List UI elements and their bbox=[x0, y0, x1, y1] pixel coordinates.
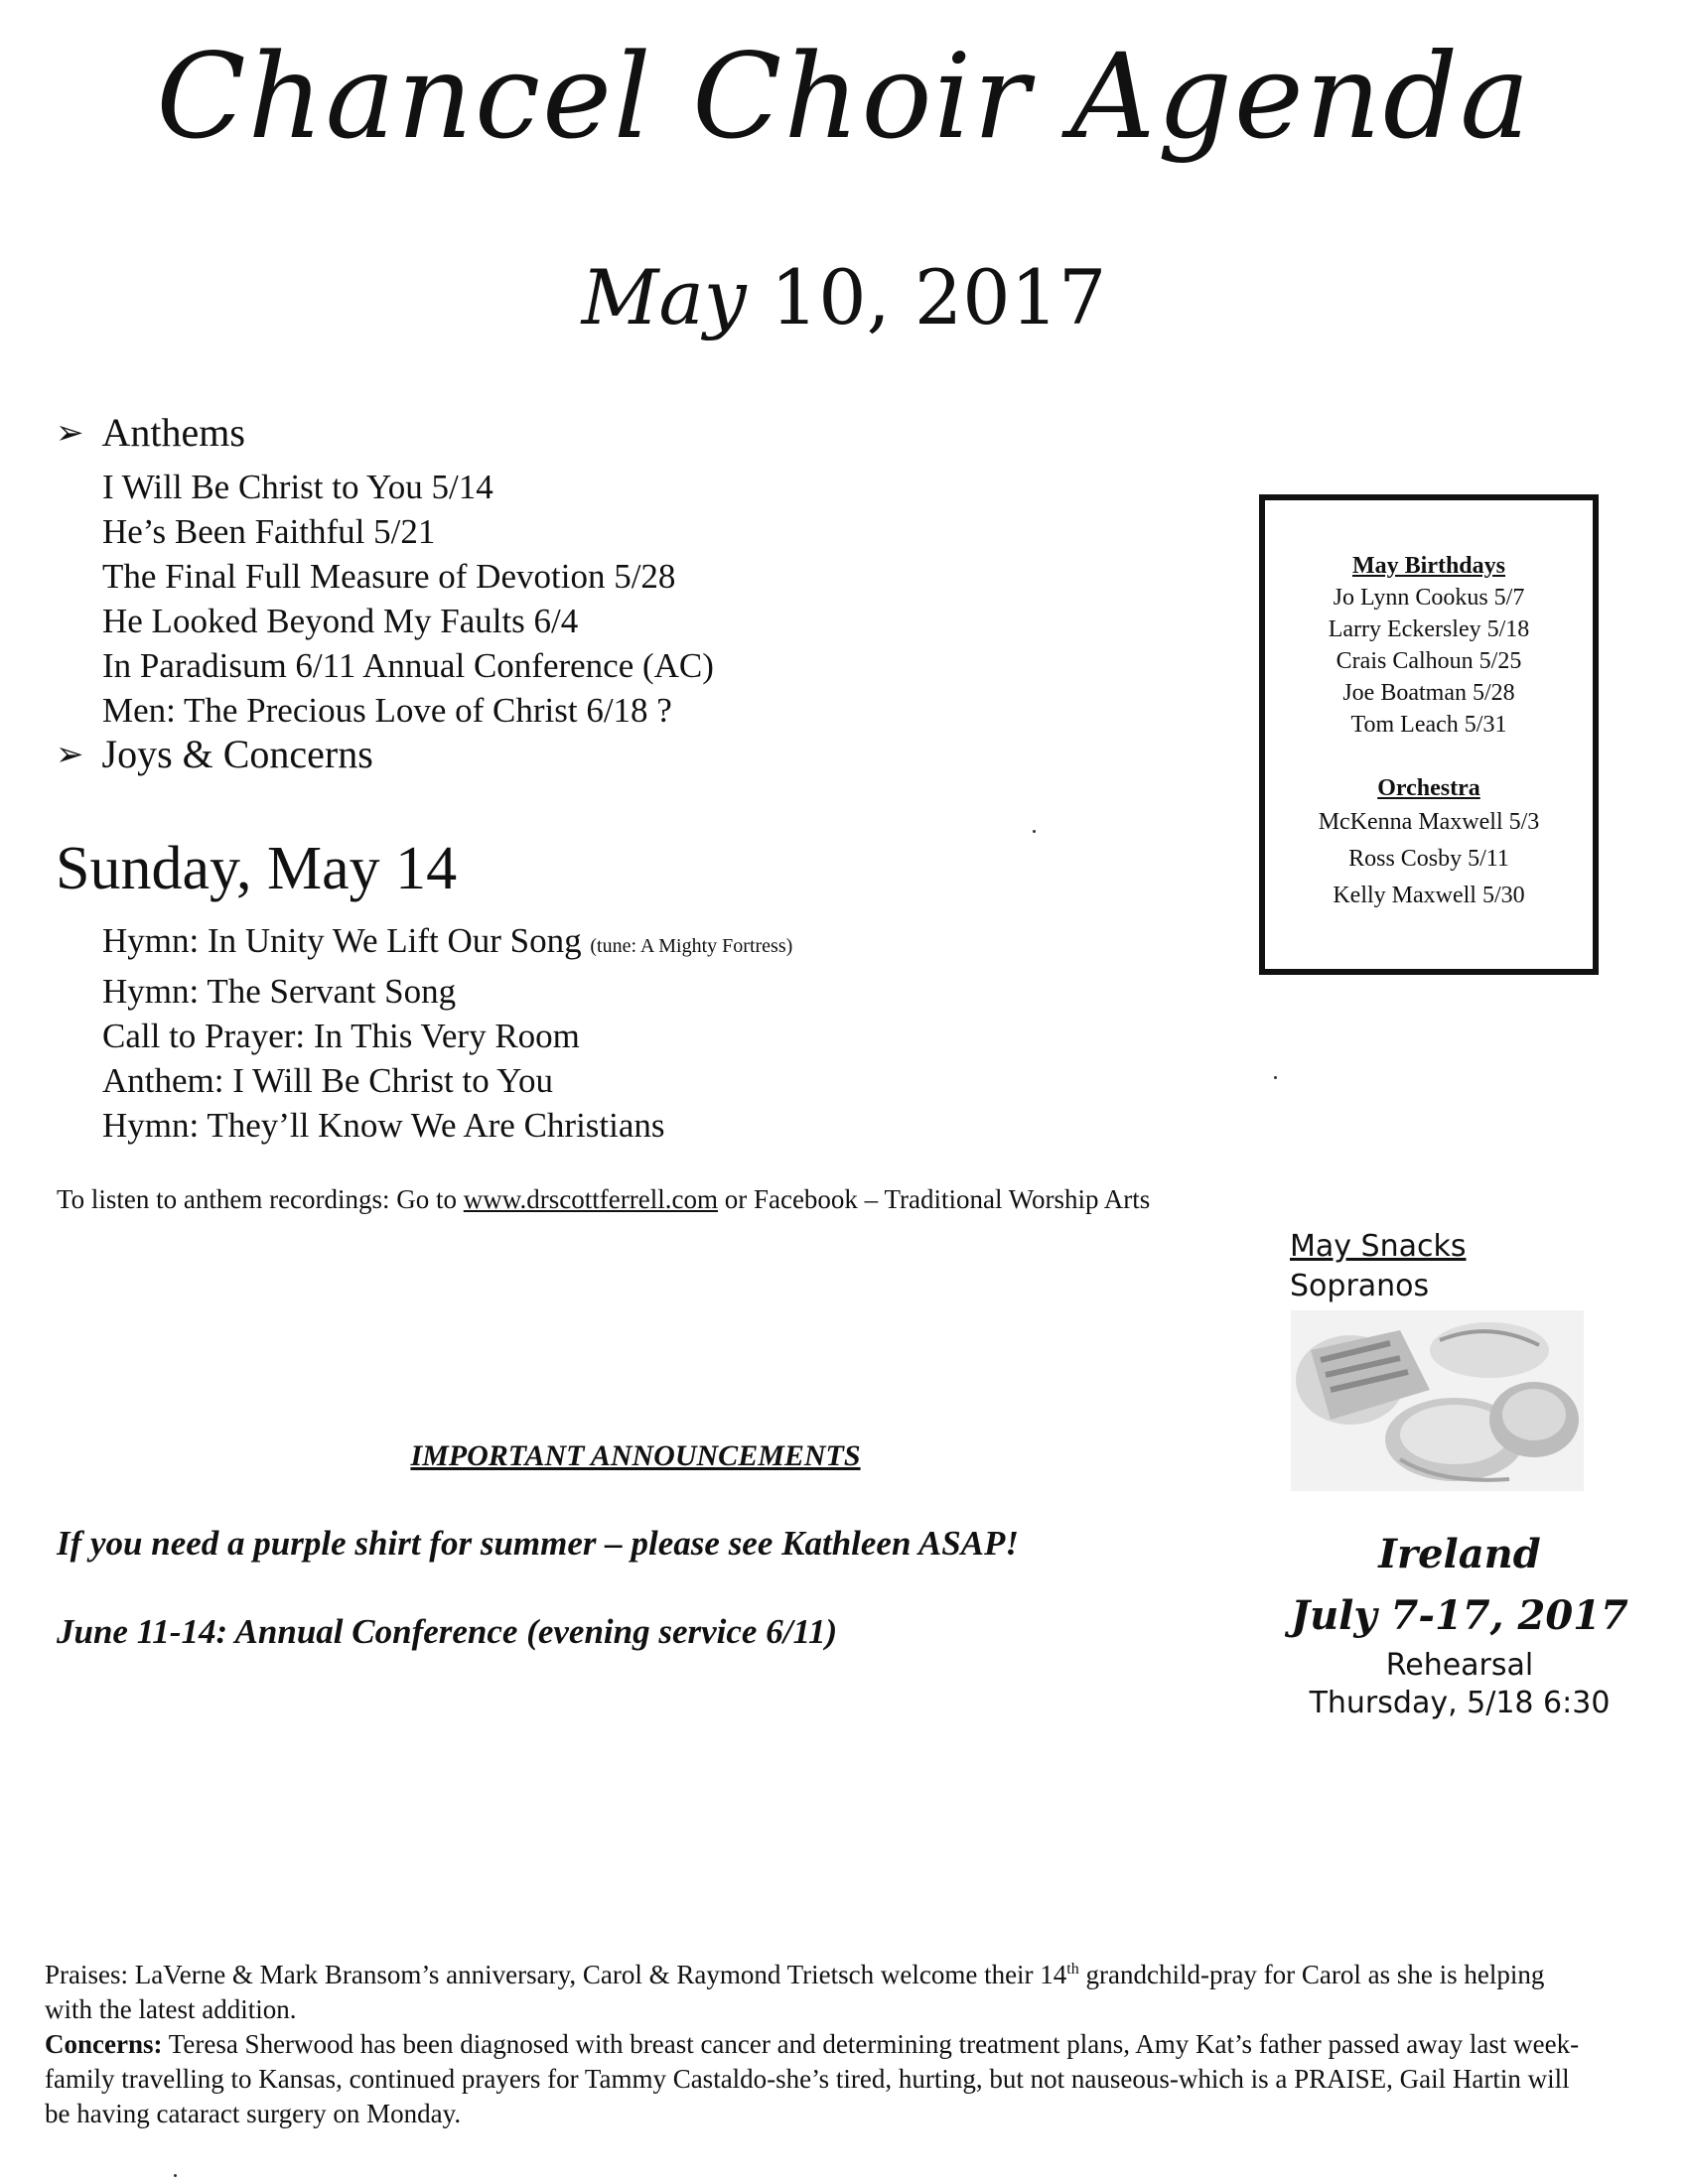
listen-note bbox=[57, 1181, 1198, 1217]
birthdays-box bbox=[1259, 494, 1599, 975]
list-item: I Will Be Christ to You 5/14 bbox=[102, 468, 493, 506]
ireland-trip bbox=[1251, 1524, 1668, 1722]
listen-prefix: To listen to anthem recordings: Go to bbox=[57, 1184, 464, 1214]
arrow-bullet-icon: ➢ bbox=[56, 414, 84, 452]
list-item: Anthem: I Will Be Christ to You bbox=[102, 1061, 553, 1100]
date-rest: 10, 2017 bbox=[770, 253, 1107, 341]
rehearsal-label: Rehearsal bbox=[1385, 1648, 1534, 1683]
snacks-heading: May Snacks bbox=[1290, 1229, 1467, 1264]
list-item: The Final Full Measure of Devotion 5/28 bbox=[102, 557, 676, 596]
birthday-item: Joe Boatman 5/28 bbox=[1342, 680, 1515, 706]
recordings-link[interactable]: www.drscottferrell.com bbox=[463, 1184, 718, 1214]
anthems-heading bbox=[56, 409, 245, 456]
concerns-text: Teresa Sherwood has been diagnosed with breast cancer and determining treatment plans, Amy Kat’s father passed away last week-family travelling to Kansas, continued prayers for Tammy Castaldo-she’s tired, hurting, but not nauseous-which is a PRAISE, Gail Hartin will be having cataract surgery on Monday. bbox=[45, 2029, 1580, 2128]
birthday-item: McKenna Maxwell 5/3 bbox=[1318, 809, 1540, 835]
list-item: Hymn: They’ll Know We Are Christians bbox=[102, 1106, 665, 1145]
sunday-order-list bbox=[102, 918, 792, 1148]
birthday-item: Kelly Maxwell 5/30 bbox=[1333, 883, 1525, 908]
announcement-shirt: If you need a purple shirt for summer – please see Kathleen ASAP! bbox=[57, 1524, 1020, 1563]
announcements-heading: IMPORTANT ANNOUNCEMENTS bbox=[410, 1439, 861, 1472]
arrow-bullet-icon: ➢ bbox=[56, 736, 84, 773]
snacks-section bbox=[1290, 1227, 1467, 1306]
birthday-item: Larry Eckersley 5/18 bbox=[1328, 616, 1530, 642]
praises-concerns bbox=[45, 1952, 1594, 2131]
list-item: Call to Prayer: In This Very Room bbox=[102, 1017, 580, 1055]
scan-speck bbox=[1033, 830, 1036, 833]
list-item: Hymn: The Servant Song bbox=[102, 972, 457, 1011]
list-item: He’s Been Faithful 5/21 bbox=[102, 512, 436, 551]
rehearsal-time: Thursday, 5/18 6:30 bbox=[1309, 1686, 1611, 1720]
birthday-item: Crais Calhoun 5/25 bbox=[1336, 648, 1522, 674]
agenda-date bbox=[0, 253, 1688, 341]
ireland-title: Ireland bbox=[1378, 1531, 1541, 1577]
scan-speck bbox=[1274, 1076, 1277, 1079]
anthems-heading-label: Anthems bbox=[101, 410, 245, 455]
page-title: Chancel Choir Agenda bbox=[156, 28, 1532, 165]
praises-text-continued: grandchild-pray for Carol as she is helping with the latest addition. bbox=[45, 1960, 1545, 2024]
announcement-conference: June 11-14: Annual Conference (evening service 6/11) bbox=[57, 1612, 838, 1651]
list-item: Men: The Precious Love of Christ 6/18 ? bbox=[102, 691, 672, 730]
ireland-dates: July 7-17, 2017 bbox=[1291, 1592, 1628, 1639]
joys-heading-label: Joys & Concerns bbox=[101, 732, 373, 776]
anthems-list bbox=[102, 465, 714, 733]
concerns-label: Concerns: bbox=[45, 2029, 163, 2059]
snacks-image bbox=[1291, 1310, 1584, 1491]
listen-suffix: or Facebook – Traditional Worship Arts bbox=[717, 1184, 1151, 1214]
birthday-item: Jo Lynn Cookus 5/7 bbox=[1333, 585, 1525, 611]
scan-speck bbox=[174, 2174, 177, 2177]
praises-text: Praises: LaVerne & Mark Bransom’s anniversary, Carol & Raymond Trietsch welcome their 14 bbox=[45, 1960, 1067, 1989]
list-item: In Paradisum 6/11 Annual Conference (AC) bbox=[102, 646, 714, 685]
sunday-heading: Sunday, May 14 bbox=[56, 835, 458, 902]
birthdays-heading: May Birthdays bbox=[1351, 553, 1505, 579]
tune-note: (tune: A Mighty Fortress) bbox=[590, 935, 793, 957]
snacks-group: Sopranos bbox=[1290, 1269, 1430, 1303]
joys-heading bbox=[56, 731, 373, 777]
birthday-item: Ross Cosby 5/11 bbox=[1348, 846, 1509, 872]
list-item: Hymn: In Unity We Lift Our Song (tune: A Mighty Fortress) bbox=[102, 921, 793, 960]
birthday-item: Tom Leach 5/31 bbox=[1350, 712, 1507, 738]
date-month: May bbox=[581, 253, 747, 341]
list-item: He Looked Beyond My Faults 6/4 bbox=[102, 602, 579, 640]
orchestra-heading: Orchestra bbox=[1377, 775, 1480, 801]
ordinal-suffix: th bbox=[1066, 1961, 1079, 1978]
